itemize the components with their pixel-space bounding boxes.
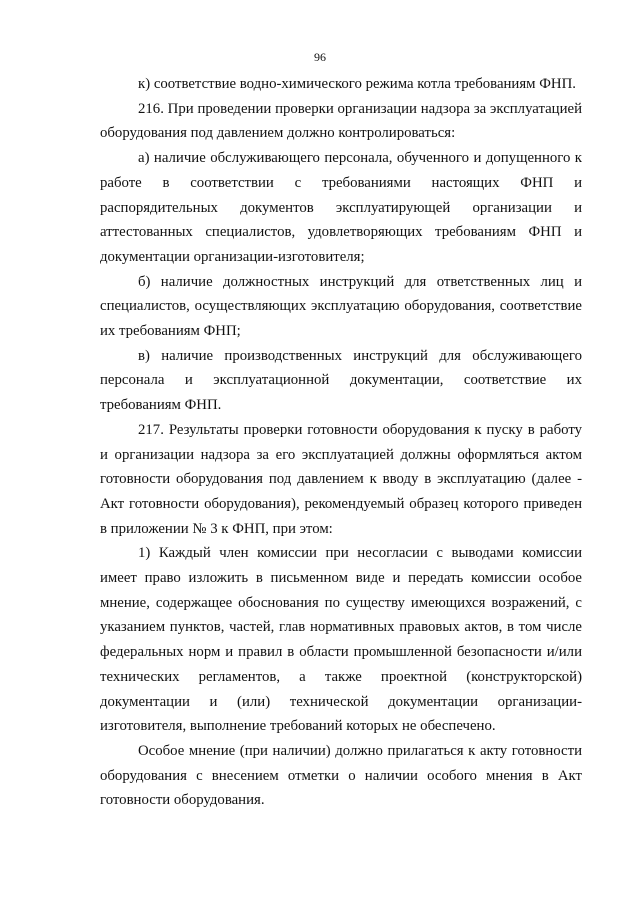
paragraph-b: б) наличие должностных инструкций для ответственных лиц и специалистов, осуществляющих эксплуатацию оборудования, соответствие их требованиям ФНП; <box>100 273 582 340</box>
paragraph-216: 216. При проведении проверки организации надзора за эксплуатацией оборудования под давлением должно контролироваться: <box>100 100 582 142</box>
paragraph-1: 1) Каждый член комиссии при несогласии с выводами комиссии имеет право изложить в письменном виде и передать комиссии особое мнение, содержащее обоснования по существу имеющихся возражений, с указанием пунктов, частей, глав нормативных правовых актов, в том числе федеральных норм и правил в области промышленной безопасности и/или технических регламентов, а также проектной (конструкторской) документации и (или) технической документации организации-изготовителя, выполнение требований которых не обеспечено. <box>100 545 582 735</box>
paragraph-217: 217. Результаты проверки готовности оборудования к пуску в работу и организации надзора за его эксплуатацией должны оформляться актом готовности оборудования под давлением к вводу в эксплуатацию (далее - Акт готовности оборудования), рекомендуемый образец которого приведен в приложении № 3 к ФНП, при этом: <box>100 421 582 537</box>
document-body <box>100 72 582 813</box>
page-number: 96 <box>314 50 326 64</box>
paragraph-k: к) соответствие водно-химического режима котла требованиям ФНП. <box>138 76 576 92</box>
paragraph-special-opinion: Особое мнение (при наличии) должно прилагаться к акту готовности оборудования с внесением отметки о наличии особого мнения в Акт готовности оборудования. <box>100 742 582 809</box>
paragraph-v: в) наличие производственных инструкций для обслуживающего персонала и эксплуатационной документации, соответствие их требованиям ФНП. <box>100 347 582 414</box>
paragraph-a: а) наличие обслуживающего персонала, обученного и допущенного к работе в соответствии с требованиями настоящих ФНП и распорядительных документов эксплуатирующей организации и аттестованных специалистов, удовлетворяющих требованиям ФНП и документации организации-изготовителя; <box>100 150 582 265</box>
